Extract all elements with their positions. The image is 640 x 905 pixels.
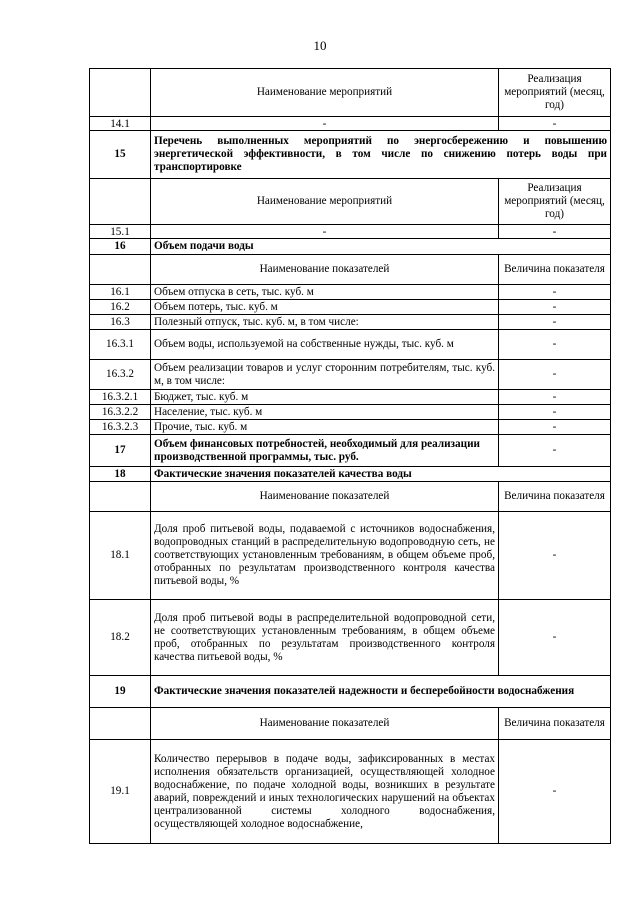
table-row: [90, 467, 611, 482]
row-number-cell: 16.3.2.1: [90, 390, 151, 405]
row-number-cell: 16.3.2: [90, 360, 151, 390]
row-number-cell: 16.3.1: [90, 330, 151, 360]
value-cell: -: [499, 300, 611, 315]
table-row: [90, 676, 611, 708]
column-header: Наименование показателей: [151, 255, 499, 285]
section-number-cell: 17: [90, 435, 151, 467]
description-cell: Население, тыс. куб. м: [151, 405, 499, 420]
description-cell: Прочие, тыс. куб. м: [151, 420, 499, 435]
value-cell: -: [499, 740, 611, 844]
table-row: [90, 330, 611, 360]
description-cell: Доля проб питьевой воды в распределительной водопроводной сети, не соответствующих установленным требованиям, в общем объеме проб, отобранных по результатам производственного контроля качества питьевой воды, %: [151, 600, 499, 676]
value-cell: -: [499, 420, 611, 435]
row-number-cell: [90, 179, 151, 225]
section-title: Фактические значения показателей надежности и бесперебойности водоснабжения: [151, 676, 611, 708]
value-cell: -: [499, 390, 611, 405]
column-header: Величина показателя: [499, 708, 611, 740]
section-title: Объем финансовых потребностей, необходимый для реализации производственной программы, тыс. руб.: [151, 435, 499, 467]
value-cell: -: [499, 405, 611, 420]
description-cell: Полезный отпуск, тыс. куб. м, в том числе:: [151, 315, 499, 330]
table-row: [90, 117, 611, 131]
row-number-cell: 16.2: [90, 300, 151, 315]
description-cell: Объем воды, используемой на собственные нужды, тыс. куб. м: [151, 330, 499, 360]
table-row: [90, 512, 611, 600]
column-header: Реализация мероприятий (месяц, год): [499, 179, 611, 225]
section-number-cell: 16: [90, 239, 151, 255]
row-number-cell: 16.3.2.2: [90, 405, 151, 420]
description-cell: Бюджет, тыс. куб. м: [151, 390, 499, 405]
table-row: [90, 708, 611, 740]
column-header: Наименование показателей: [151, 482, 499, 512]
table-row: [90, 300, 611, 315]
value-cell: -: [499, 330, 611, 360]
data-table: [89, 68, 611, 844]
row-number-cell: 18.2: [90, 600, 151, 676]
column-header: Наименование мероприятий: [151, 69, 499, 117]
column-header: Наименование показателей: [151, 708, 499, 740]
row-number-cell: [90, 482, 151, 512]
section-title: Объем подачи воды: [151, 239, 611, 255]
column-header: Величина показателя: [499, 482, 611, 512]
description-cell: Объем отпуска в сеть, тыс. куб. м: [151, 285, 499, 300]
row-number-cell: [90, 69, 151, 117]
row-number-cell: 16.3: [90, 315, 151, 330]
section-number-cell: 15: [90, 131, 151, 179]
value-cell: -: [499, 360, 611, 390]
value-cell: -: [499, 435, 611, 467]
value-cell: -: [151, 117, 499, 131]
value-cell: -: [499, 117, 611, 131]
column-header: Реализация мероприятий (месяц, год): [499, 69, 611, 117]
column-header: Величина показателя: [499, 255, 611, 285]
description-cell: Объем реализации товаров и услуг сторонним потребителям, тыс. куб. м, в том числе:: [151, 360, 499, 390]
table-row: [90, 315, 611, 330]
value-cell: -: [151, 225, 499, 239]
page-number: 10: [313, 38, 327, 53]
row-number-cell: 18.1: [90, 512, 151, 600]
description-cell: Объем потерь, тыс. куб. м: [151, 300, 499, 315]
row-number-cell: 14.1: [90, 117, 151, 131]
table-row: [90, 255, 611, 285]
row-number-cell: 16.3.2.3: [90, 420, 151, 435]
description-cell: Доля проб питьевой воды, подаваемой с источников водоснабжения, водопроводных станций в распределительную водопроводную сеть, не соответствующих установленным требованиям, в общем объеме проб, отобранных по результатам производственного контроля качества питьевой воды, %: [151, 512, 499, 600]
table-row: [90, 435, 611, 467]
value-cell: -: [499, 285, 611, 300]
row-number-cell: [90, 255, 151, 285]
table-row: [90, 69, 611, 117]
table-row: [90, 740, 611, 844]
section-title: Фактические значения показателей качества воды: [151, 467, 611, 482]
table-row: [90, 390, 611, 405]
table-row: [90, 239, 611, 255]
description-cell: Количество перерывов в подаче воды, зафиксированных в местах исполнения обязательств организацией, осуществляющей холодное водоснабжение, по подаче холодной воды, возникших в результате аварий, повреждений и иных технологических нарушений на объектах централизованной системы холодного водоснабжения, осуществляющей холодное водоснабжение,: [151, 740, 499, 844]
table-row: [90, 405, 611, 420]
value-cell: -: [499, 600, 611, 676]
section-title: Перечень выполненных мероприятий по энергосбережению и повышению энергетической эффективности, в том числе по снижению потерь воды при транспортировке: [151, 131, 611, 179]
row-number-cell: [90, 708, 151, 740]
section-number-cell: 19: [90, 676, 151, 708]
value-cell: -: [499, 512, 611, 600]
table-row: [90, 225, 611, 239]
table-row: [90, 482, 611, 512]
value-cell: -: [499, 225, 611, 239]
table-row: [90, 600, 611, 676]
table-row: [90, 131, 611, 179]
row-number-cell: 19.1: [90, 740, 151, 844]
row-number-cell: 15.1: [90, 225, 151, 239]
column-header: Наименование мероприятий: [151, 179, 499, 225]
table-row: [90, 285, 611, 300]
table-row: [90, 179, 611, 225]
row-number-cell: 16.1: [90, 285, 151, 300]
value-cell: -: [499, 315, 611, 330]
table-row: [90, 360, 611, 390]
table-row: [90, 420, 611, 435]
section-number-cell: 18: [90, 467, 151, 482]
